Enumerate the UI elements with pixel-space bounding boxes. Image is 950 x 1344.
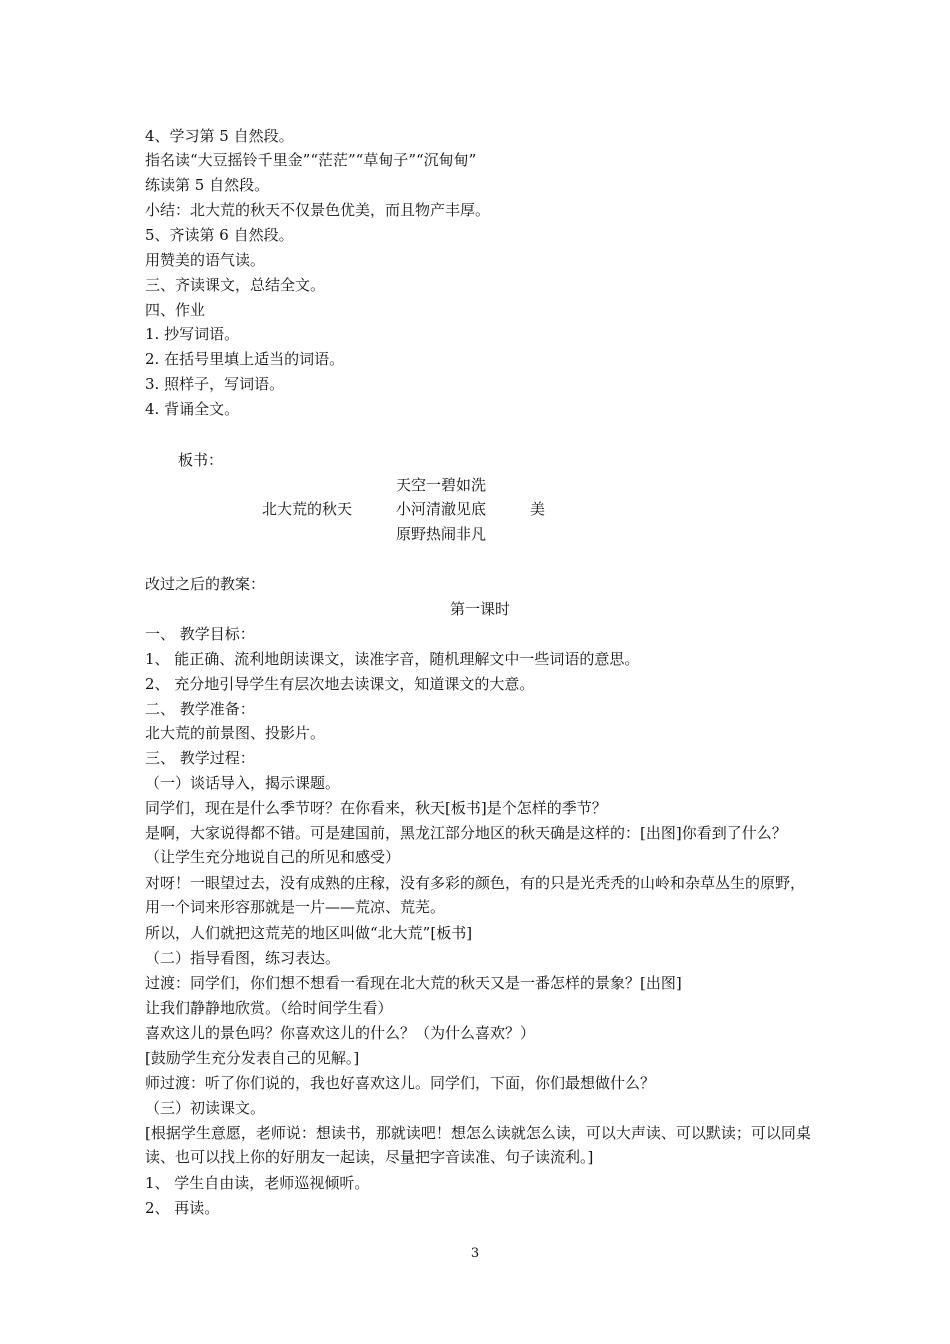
text-line: 三、 教学过程： [145,749,255,767]
text-line: 2、 再读。 [145,1199,220,1217]
text-line: 师过渡：听了你们说的，我也好喜欢这儿。同学们，下面，你们最想做什么？ [145,1074,656,1092]
text-line: 4. 背诵全文。 [145,400,240,418]
text-line: 喜欢这儿的景色吗？你喜欢这儿的什么？（为什么喜欢？） [145,1024,536,1042]
text-line: 1. 抄写词语。 [145,325,240,343]
page-number: 3 [470,1246,480,1261]
board-item: 原野热闹非凡 [396,525,487,543]
text-line: 1、 能正确、流利地朗读课文，读准字音，随机理解文中一些词语的意思。 [145,650,640,668]
text-line: 过渡：同学们，你们想不想看一看现在北大荒的秋天又是一番怎样的景象？[出图] [145,974,682,992]
text-line: （二）指导看图，练习表达。 [145,949,341,967]
text-line: 北大荒的前景图、投影片。 [145,724,326,742]
lesson-title: 第一课时 [449,600,510,618]
text-line: 同学们，现在是什么季节呀？在你看来，秋天[板书]是个怎样的季节？ [145,799,607,817]
text-line: （三）初读课文。 [145,1099,266,1117]
text-line: 让我们静静地欣赏。（给时间学生看） [145,999,393,1017]
text-line: 1、 学生自由读，老师巡视倾听。 [145,1174,370,1192]
text-paragraph: [根据学生意愿，老师说：想读书，那就读吧！想怎么读就怎么读，可以大声读、可以默读；可以同桌读、也可以找上你的好朋友一起读，尽量把字音读准、句子读流利。] [145,1124,811,1166]
board-item: 小河清澈见底 [396,500,487,518]
text-line: 二、 教学准备： [145,700,255,718]
text-line: 指名读“大豆摇铃千里金”“茫茫”“草甸子”“沉甸甸” [145,151,477,169]
text-line: 一、 教学目标： [145,625,255,643]
text-line: （一）谈话导入，揭示课题。 [145,774,341,792]
text-line: 四、作业 [145,301,206,319]
text-line: 2. 在括号里填上适当的词语。 [145,350,345,368]
text-line: 小结：北大荒的秋天不仅景色优美，而且物产丰厚。 [145,201,491,219]
text-line: 4、学习第 5 自然段。 [145,127,294,145]
text-line: 三、齐读课文，总结全文。 [145,276,326,294]
text-line: 2、 充分地引导学生有层次地去读课文，知道课文的大意。 [145,675,535,693]
text-line: 所以，人们就把这荒芜的地区叫做“北大荒”[板书] [145,924,473,942]
board-summary: 美 [530,500,546,518]
text-line: 用赞美的语气读。 [145,251,266,269]
section-heading: 改过之后的教案： [145,575,266,593]
text-paragraph: 是啊，大家说得都不错。可是建国前，黑龙江部分地区的秋天确是这样的：[出图]你看到了什么？（让学生充分地说自己的所见和感受） [145,824,787,866]
text-line: 3. 照样子，写词语。 [145,375,285,393]
text-line: 5、齐读第 6 自然段。 [145,226,294,244]
text-line: [鼓励学生充分发表自己的见解。] [145,1049,360,1067]
board-item: 天空一碧如洗 [396,476,487,494]
text-line: 练读第 5 自然段。 [145,176,270,194]
board-label: 板书： [178,451,224,469]
text-paragraph: 对呀！一眼望过去，没有成熟的庄稼，没有多彩的颜色，有的只是光秃秃的山岭和杂草丛生的原野，用一个词来形容那就是一片——荒凉、荒芜。 [145,874,806,916]
board-title: 北大荒的秋天 [262,500,353,518]
